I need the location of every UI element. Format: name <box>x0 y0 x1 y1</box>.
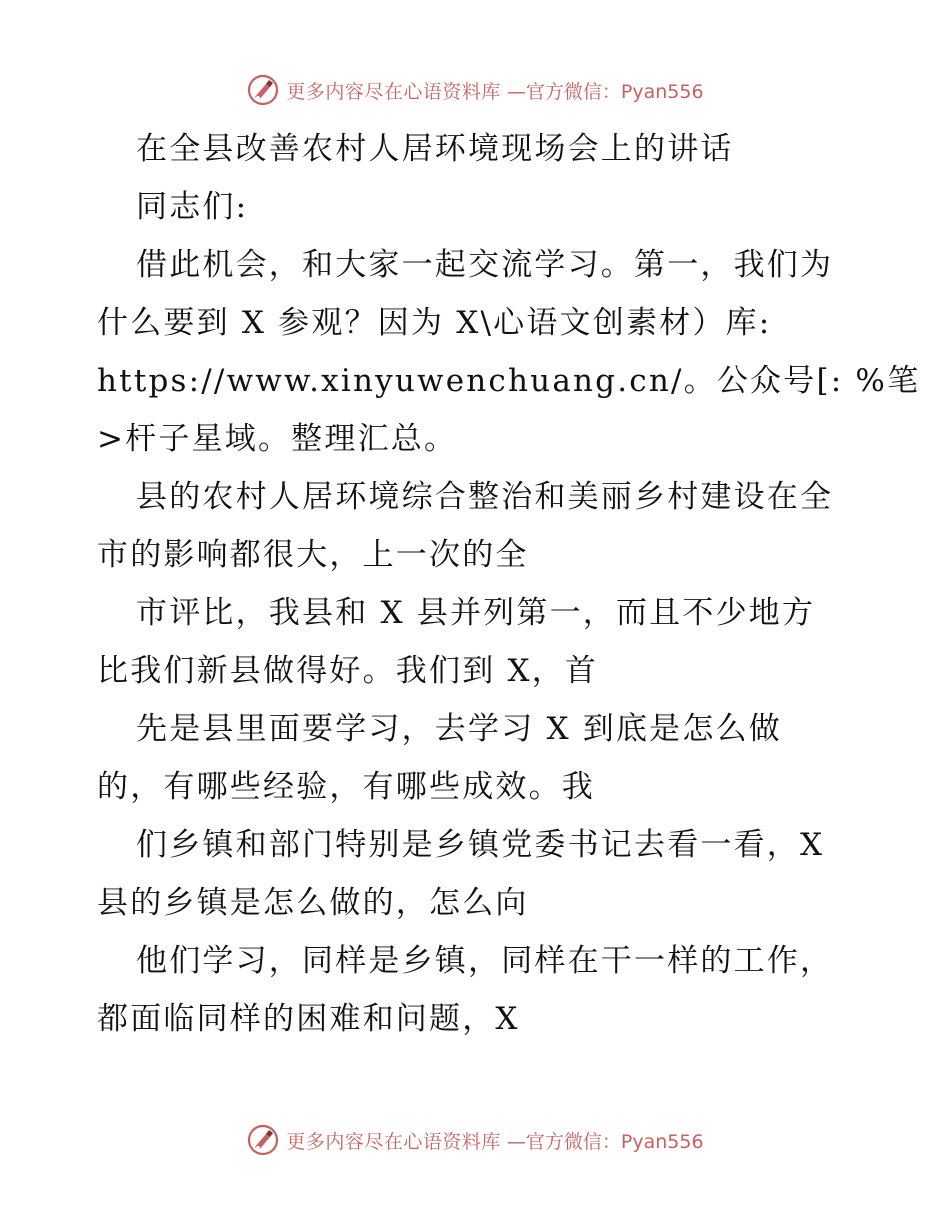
pen-nib-logo-icon <box>246 1123 280 1157</box>
paragraph-line: 县的乡镇是怎么做的，怎么向 <box>97 885 529 921</box>
paragraph-line: 市评比，我县和 X 县并列第一，而且不少地方 <box>136 595 816 631</box>
paragraph-line: 先是县里面要学习，去学习 X 到底是怎么做 <box>136 711 782 747</box>
document-body <box>97 120 921 1048</box>
header-watermark <box>0 70 950 110</box>
paragraph-line: >杆子星域。整理汇总。 <box>97 421 458 457</box>
footer-watermark <box>0 1120 950 1160</box>
header-watermark-contact: —官方微信：Pyan556 <box>506 80 704 103</box>
paragraph-line: 比我们新县做得好。我们到 X，首 <box>97 653 599 689</box>
document-title: 在全县改善农村人居环境现场会上的讲话 <box>136 131 734 167</box>
paragraph-line: 都面临同样的困难和问题，X <box>97 1001 520 1037</box>
paragraph-line: 他们学习，同样是乡镇，同样在干一样的工作， <box>136 943 834 979</box>
paragraph-line: 的，有哪些经验，有哪些成效。我 <box>97 769 595 805</box>
footer-watermark-text: 更多内容尽在心语资料库 <box>286 1130 501 1153</box>
paragraph-line: 们乡镇和部门特别是乡镇党委书记去看一看，X <box>136 827 825 863</box>
footer-watermark-contact: —官方微信：Pyan556 <box>506 1130 704 1153</box>
paragraph-line-url: https://www.xinyuwenchuang.cn/。公众号[: %笔 <box>97 363 921 399</box>
paragraph-line: 什么要到 X 参观？因为 X\心语文创素材）库: <box>97 305 772 341</box>
paragraph-line: 县的农村人居环境综合整治和美丽乡村建设在全 <box>136 479 834 515</box>
paragraph-line: 借此机会，和大家一起交流学习。第一，我们为 <box>136 247 834 283</box>
paragraph-line: 市的影响都很大，上一次的全 <box>97 537 529 573</box>
header-watermark-text: 更多内容尽在心语资料库 <box>286 80 501 103</box>
salutation-line: 同志们: <box>136 189 249 225</box>
pen-nib-logo-icon <box>246 73 280 107</box>
